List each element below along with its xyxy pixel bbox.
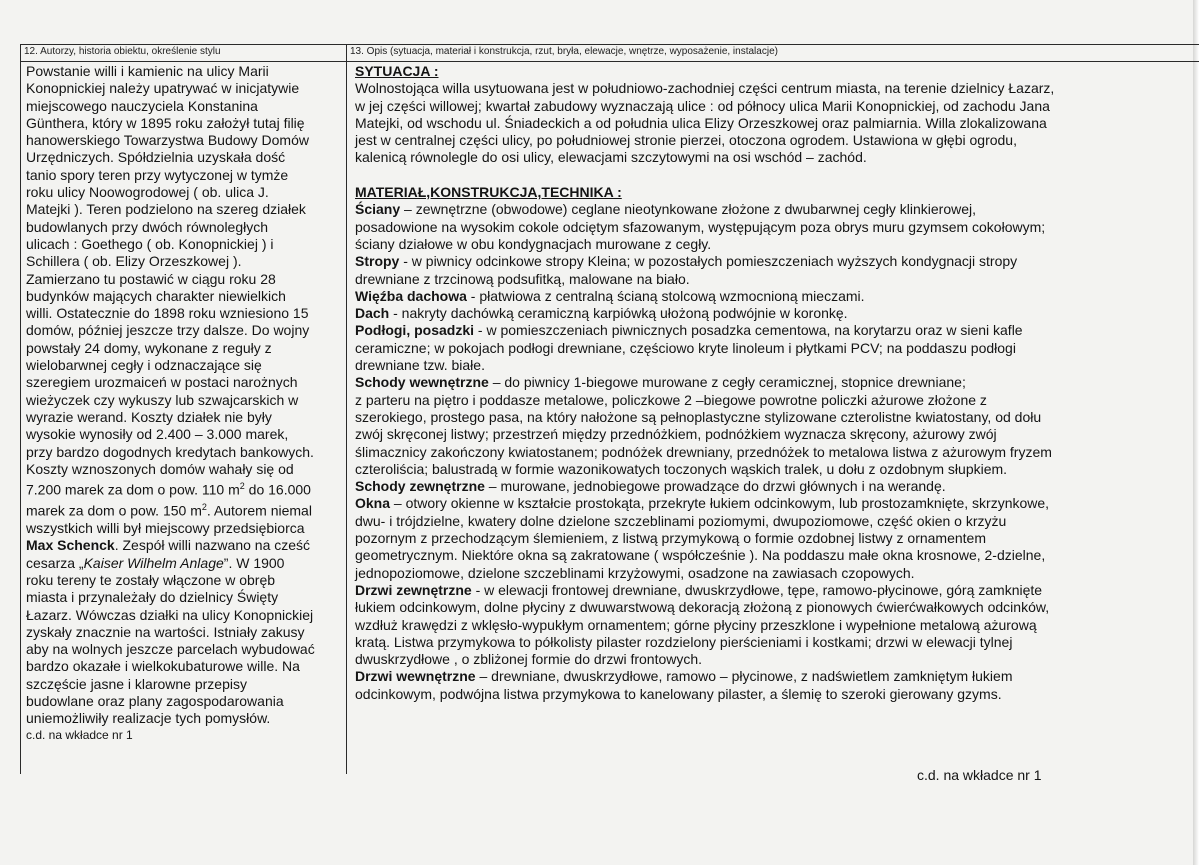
table-column-divider (346, 44, 347, 774)
drzwi-zewnetrzne-line: dwuskrzydłowe , o zbliżonej formie do drzwi frontowych. (355, 651, 703, 668)
history-line: miejscowego nauczyciela Konstanina (26, 97, 258, 114)
drzwi-zewnetrzne-line: łukiem odcinkowym, dolne płyciny z dwuwarstwową dekoracją złożoną z pionowych ćwierćwałkowych odcinków, (355, 599, 1050, 616)
drzwi-wewnetrzne-text: – drewniane, dwuskrzydłowe, ramowo – płycinowe, z nadświetlem zamkniętym łukiem (475, 668, 1013, 685)
okna-text: – otwory okienne w kształcie prostokąta, przekryte łukiem odcinkowym, lub prostozamknięte, skrzynkowe, (390, 495, 1050, 512)
history-line: budynków mających charakter niewielkich (26, 287, 286, 304)
dach-label: Dach (355, 305, 390, 322)
sytuacja-line: w jej części willowej; kwartał zabudowy wyznaczają ulice : od północy ulica Marii Konopnickiej, od zachodu Jana (355, 97, 1050, 114)
schody-zewnetrzne-label: Schody zewnętrzne (355, 478, 485, 495)
architect-name: Max Schenck (26, 537, 115, 554)
stropy-text: - w piwnicy odcinkowe stropy Kleina; w pozostałych pomieszczeniach wyższych kondygnacji stropy (399, 253, 1018, 270)
wiezba-line (355, 288, 1195, 305)
history-line (26, 478, 344, 499)
history-line: wielobarwnej cegły i odznaczające się (26, 357, 262, 374)
history-line: wysokie wynosiły od 2.400 – 3.000 marek, (26, 426, 289, 443)
footer-continued-note: c.d. na wkładce nr 1 (917, 767, 1042, 783)
history-line (26, 499, 344, 520)
history-line: Günthera, który w 1895 roku założył tutaj filię (26, 114, 305, 131)
drzwi-zewnetrzne-label: Drzwi zewnętrzne (355, 581, 472, 598)
sytuacja-heading: SYTUACJA : (355, 63, 439, 79)
okna-label: Okna (355, 495, 391, 512)
superscript: 2 (201, 502, 207, 513)
podlogi-text: - w pomieszczeniach piwnicznych posadzka cementowa, na korytarzu oraz w sieni kafle (474, 322, 1023, 339)
table-border-left (20, 44, 21, 774)
wiezba-text: - płatwiowa z centralną ścianą stolcową wzmocnioną mieczami. (466, 287, 865, 304)
podlogi-line: drewniane tzw. białe. (355, 357, 485, 374)
schody-wewnetrzne-line: zwój skręconej listwy; przestrzeń między przednóżkiem, podnóżkiem wyznacza skręcony, ażurowy zwój (355, 426, 997, 443)
history-line: szczęście jasne i klarowne przepisy (26, 675, 247, 692)
dach-line (355, 305, 1195, 322)
okna-line (355, 495, 1195, 512)
schody-wewnetrzne-line (355, 374, 1195, 391)
sytuacja-line: kalenicą równolegle do osi ulicy, elewacjami szczytowymi na osi wschód – zachód. (355, 149, 867, 166)
history-line: powstały 24 domy, wykonane z reguły z (26, 339, 272, 356)
table-border-header (20, 61, 1199, 62)
schody-zewnetrzne-text: – murowane, jednobiegowe prowadzące do drzwi głównych i na werandę. (484, 478, 946, 495)
history-text: . Autorem niemal (206, 502, 312, 519)
drzwi-wewnetrzne-label: Drzwi wewnętrzne (355, 668, 476, 685)
schody-zewnetrzne-line (355, 478, 1195, 495)
history-line: miasta i przynależały do dzielnicy Święty (26, 589, 279, 606)
sytuacja-line: Wolnostojąca willa usytuowana jest w południowo-zachodniej części centrum miasta, na terenie dzielnicy Łazarz, (355, 80, 1055, 97)
history-line: domów, później jeszcze trzy dalsze. Do wojny (26, 322, 310, 339)
schody-wewnetrzne-line: ślimacznicy zakończony kwiatostanem; podnóżek drewniany, przednóżek to metalowa listwa z ażurowym fryzem (355, 443, 1052, 460)
stropy-label: Stropy (355, 253, 400, 270)
history-text: marek za dom o pow. 150 m (26, 502, 202, 519)
schody-wewnetrzne-text: – do piwnicy 1-biegowe murowane z cegły ceramicznej, stopnice drewniane; (488, 374, 966, 391)
podlogi-line: ceramiczne; w pokojach podłogi drewniane, częściowo kryte linoleum i płytkami PCV; na poddaszu podłogi (355, 339, 1016, 356)
history-line: wieżyczek czy wykuszy lub szwajcarskich w (26, 391, 299, 408)
podlogi-line (355, 322, 1195, 339)
sciany-line: ściany działowe w obu kondygnacjach murowane z cegły. (355, 235, 712, 252)
history-line: Zamierzano tu postawić w ciągu roku 28 (26, 270, 276, 287)
spacer (355, 167, 1195, 184)
section-13-header: 13. Opis (sytuacja, materiał i konstrukcja, rzut, bryła, elewacje, wnętrze, wyposażenie, instalacje) (350, 46, 778, 57)
schody-wewnetrzne-line: z parteru na piętro i poddasze metalowe, policzkowe 2 –biegowe powrotne policzki ażurowe złożone z (355, 391, 987, 408)
history-line: Matejki ). Teren podzielono na szereg działek (26, 201, 306, 218)
drzwi-zewnetrzne-line: wzdłuż krawędzi z wklęsło-wypukłym ornamentem; górne płyciny przeszklone i wypełnione metalową ażurową (355, 616, 1037, 633)
drzwi-zewnetrzne-line: kratą. Listwa przymykowa to półkolisty pilaster rozdzielony pierścieniami i kostkami; drzwi w elewacji tylnej (355, 633, 1013, 650)
podlogi-label: Podłogi, posadzki (355, 322, 475, 339)
sytuacja-line: Matejki, od wschodu ul. Śniadeckich a od południa ulica Elizy Orzeszkowej oraz palmiarnia. Willa zlokalizowana (355, 114, 1047, 131)
history-line: roku ulicy Noowogrodowej ( ob. ulica J. (26, 184, 269, 201)
history-line: uniemożliwiły realizacje tych pomysłów. (26, 710, 271, 727)
drzwi-zewnetrzne-line (355, 582, 1195, 599)
description-column (355, 63, 1195, 703)
history-text: ”. W 1900 (223, 554, 285, 571)
table-border-top (20, 44, 1199, 45)
history-text: 7.200 marek za dom o pow. 110 m (26, 481, 240, 498)
history-line: szeregiem urozmaiceń w postaci narożnych (26, 374, 298, 391)
history-line: Koszty wznoszonych domów wahały się od (26, 460, 294, 477)
history-line (26, 555, 344, 572)
history-line: hanowerskiego Towarzystwa Budowy Domów (26, 132, 309, 149)
sciany-line (355, 201, 1195, 218)
history-line: Łazarz. Wówczas działki na ulicy Konopnickiej (26, 606, 314, 623)
sciany-line: posadowione na wysokim cokole odciętym sfazowanym, występującym poza obrys muru gzymsem cokołowym; (355, 218, 1046, 235)
history-text: do 16.000 (244, 481, 311, 498)
okna-line: pozornym z przechodzącym ślemieniem, z listwą przymykową o formie ozdobnej listwy z ornamentem (355, 530, 986, 547)
history-line: roku tereny te zostały włączone w obręb (26, 571, 276, 588)
history-line: ulicach : Goethego ( ob. Konopnickiej ) i (26, 235, 274, 252)
sciany-text: – zewnętrzne (obwodowe) ceglane nieotynkowane złożone z dwubarwnej cegły klinkierowej, (400, 201, 977, 218)
section-12-header: 12. Autorzy, historia obiektu, określenie stylu (24, 46, 221, 57)
schody-wewnetrzne-line: czteroliścia; balustradą w formie wazonikowatych toczonych wąskich tralek, u dołu z ozdobnym słupkiem. (355, 460, 1008, 477)
history-line: wszystkich willi był miejscowy przedsiębiorca (26, 520, 305, 537)
schody-wewnetrzne-line: szerokiego, prostego pasa, na który nałożone są pełnoplastyczne stylizowane czterolistne kwiatostany, od dołu (355, 408, 1042, 425)
history-line: Schillera ( ob. Elizy Orzeszkowej ). (26, 253, 242, 270)
history-line: bardzo okazałe i wielkokubaturowe wille. Na (26, 658, 300, 675)
sciany-label: Ściany (355, 201, 401, 218)
history-line: Powstanie willi i kamienic na ulicy Marii (26, 63, 269, 79)
history-line: zyskały znacznie na wartości. Istniały zakusy (26, 623, 305, 640)
history-column (26, 63, 344, 743)
history-text: cesarza „ (26, 554, 84, 571)
drzwi-zewnetrzne-text: - w elewacji frontowej drewniane, dwuskrzydłowe, tępe, ramowo-płycinowe, górą zamknięte (471, 581, 1043, 598)
stropy-line: drewniane z trzcinową podsufitką, malowane na biało. (355, 270, 690, 287)
okna-line: jednopoziomowe, dzielone szczeblinami krzyżowymi, osadzone na zawiasach czopowych. (355, 564, 915, 581)
history-line: Urzędniczych. Spółdzielnia uzyskała dość (26, 149, 286, 166)
material-heading: MATERIAŁ,KONSTRUKCJA,TECHNIKA : (355, 184, 622, 201)
wiezba-label: Więźba dachowa (355, 287, 467, 304)
ensemble-name: Kaiser Wilhelm Anlage (83, 554, 224, 571)
history-line (26, 537, 344, 554)
history-line: Konopnickiej należy upatrywać w inicjatywie (26, 80, 300, 97)
sytuacja-line: jest w centralnej części ulicy, po południowej stronie pierzei, otoczona ogrodem. Ustawiona w głębi ogrodu, (355, 132, 1017, 149)
drzwi-wewnetrzne-line (355, 668, 1195, 685)
schody-wewnetrzne-label: Schody wewnętrzne (355, 374, 489, 391)
history-line: tanio spory teren przy wytyczonej w tymże (26, 166, 289, 183)
okna-line: geometrycznym. Niektóre okna są zakratowane ( współcześnie ). Na poddaszu małe okna krosnowe, 2-dzielne, (355, 547, 1046, 564)
history-text: . Zespół willi nazwano na cześć (114, 537, 311, 554)
history-line: aby na wolnych jeszcze parcelach wybudować (26, 641, 315, 658)
drzwi-wewnetrzne-line: odcinkowym, podwójna listwa przymykowa to kanelowany pilaster, a ślemię to szeroki gierowany gzyms. (355, 685, 1002, 702)
history-line: budowlanych przy dwóch równoległych (26, 218, 269, 235)
history-line: przy bardzo dogodnych kredytach bankowych. (26, 443, 314, 460)
okna-line: dwu- i trójdzielne, kwatery dolne dzielone szczeblinami poziomymi, dwupoziomowe, część okien o krzyżu (355, 512, 1007, 529)
superscript: 2 (239, 481, 245, 492)
continued-note: c.d. na wkładce nr 1 (26, 727, 133, 742)
dach-text: - nakryty dachówką ceramiczną karpiówką ułożoną podwójnie w koronkę. (389, 305, 848, 322)
history-line: budowlane oraz plany zagospodarowania (26, 693, 284, 709)
history-line: willi. Ostatecznie do 1898 roku wzniesiono 15 (26, 305, 309, 322)
stropy-line (355, 253, 1195, 270)
history-line: wyrazie werand. Koszty działek nie były (26, 408, 272, 425)
